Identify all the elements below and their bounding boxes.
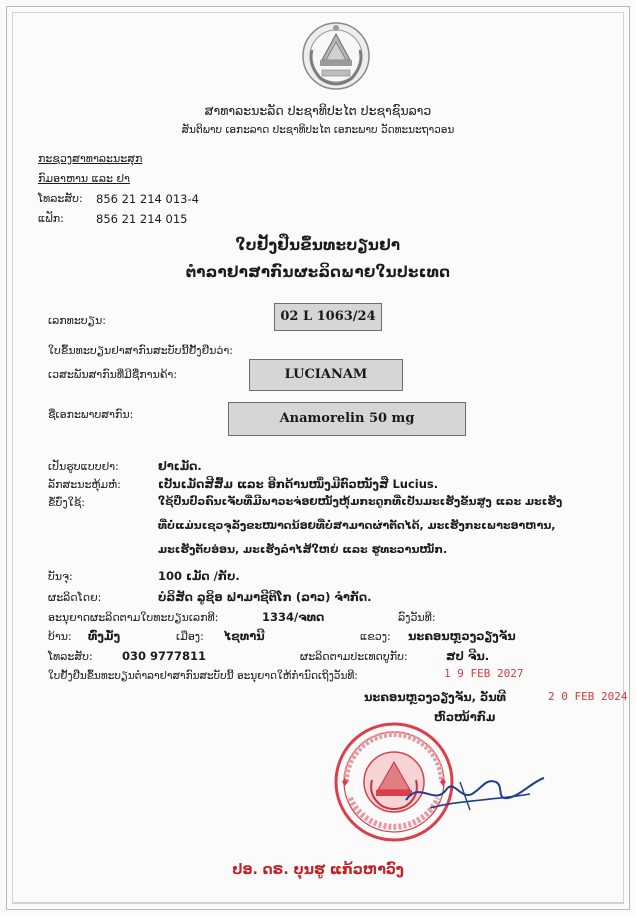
signer-title: ຫົວໜ້າກົມ [434, 710, 496, 724]
signature-icon [400, 760, 550, 820]
bottom-rule [12, 902, 624, 903]
license-date-label: ລົງວັນທີ: [398, 611, 436, 624]
pack-value: 100 ເມັດ /ກັບ. [158, 569, 240, 583]
indication-line-1: ໃຊ້ປິ່ນປົວຄົນເຈັບທີ່ມີພາວະຈ່ອຍໜັງຫຸ້ມກະດູກທີ່ເປັນມະເຮັງຂັ້ນສູງ ແລະ ມະເຮັງ [158, 495, 563, 508]
motto-header: ສັນຕິພາບ ເອກະລາດ ປະຊາທິປະໄຕ ເອກະພາບ ວັດທະນະຖາວອນ [181, 124, 455, 136]
signer-name: ປອ. ດຣ. ບຸນຮູ ແກ້ວຫາວົງ [232, 862, 404, 878]
fax-number: 856 21 214 015 [96, 212, 188, 226]
district-label: ເມືອງ: [176, 630, 204, 643]
document-title: ໃບຢັ້ງຢືນຂຶ້ນທະບຽນຢາ [235, 236, 401, 254]
trade-name-label: ເວສະພັນສາກົນທີ່ມີຊື່ການຄ້າ: [48, 368, 178, 381]
expiry-date-stamp: 1 9 FEB 2027 [444, 667, 524, 680]
national-emblem-icon [298, 20, 374, 92]
origin-value: ສປ ຈີນ. [446, 649, 490, 663]
province-value: ນະຄອນຫຼວງວຽງຈັນ [408, 629, 516, 643]
phone-label: ໂທລະສັບ: [38, 192, 83, 205]
generic-name-label: ຊື່ເອກະພາບສາກົນ: [48, 408, 134, 421]
issue-date-stamp: 2 0 FEB 2024 [548, 690, 628, 703]
packing-value: ເປັນເມັດສີສົ້ມ ແລະ ອີກດ້ານໜຶ່ງມີຕົວໜັງສື Lucius. [158, 477, 439, 491]
pack-label: ບັນຈຸ: [48, 570, 73, 583]
department-name: ກົມອາຫານ ແລະ ຢາ [38, 172, 130, 185]
tel-label: ໂທລະສັບ: [48, 650, 93, 663]
village-label: ບ້ານ: [48, 630, 72, 643]
form-value: ຢາເມັດ. [158, 459, 202, 473]
generic-name-box: Anamorelin 50 mg [228, 402, 466, 436]
license-label: ອະນຸຍາດຜະລິດຕາມໃບທະບຽນເລກທີ: [48, 611, 219, 624]
origin-label: ຜະລິດຕາມປະເທດບູກັບ: [300, 650, 408, 663]
manufacturer-label: ຜະລິດໂດຍ: [48, 591, 102, 604]
province-label: ແຂວງ: [360, 630, 391, 643]
validity-text: ໃບຢັ້ງຢືນຂຶ້ນທະບຽນຕຳລາຢາສາກົນສະບັບນີ້ ອະນຸຍາດໃຫ້ກຳນົດເຖິງວັນທີ: [48, 670, 358, 682]
phone-number: 856 21 214 013-4 [96, 192, 199, 206]
registration-number-box: 02 L 1063/24 [274, 303, 382, 331]
form-label: ເປັນຮູບແບບຢາ: [48, 460, 119, 473]
indication-line-2: ທີ່ບໍ່ແມ່ນເຊວຈຸລັງຂະໜາດນ້ອຍທີ່ບໍ່ສາມາດຜ່າຕັດໄດ້, ມະເຮັງກະເພາະອາຫານ, [158, 519, 556, 532]
certify-text: ໃບຂຶ້ນທະບຽນຢາສາກົນສະບັບນີ້ຢັ້ງຢືນວ່າ: [48, 344, 233, 357]
district-value: ໄຊທານີ [224, 629, 265, 643]
manufacturer-value: ບໍລິສັດ ລູຊິອ ຟາມາຊີຕິໂກ (ລາວ) ຈຳກັດ. [158, 590, 372, 604]
trade-name-box: LUCIANAM [249, 359, 403, 391]
packing-label: ລັກສະນະຫຸ້ມຫໍ່: [48, 478, 121, 491]
fax-label: ແຟັກ: [38, 212, 64, 225]
republic-header: ສາທາລະນະລັດ ປະຊາທິປະໄຕ ປະຊາຊົນລາວ [204, 103, 432, 118]
indication-label: ຂໍ້ບົ່ງໃຊ້: [48, 496, 85, 509]
ministry-name: ກະຊວງສາທາລະນະສຸກ [38, 152, 143, 165]
village-value: ທົ່ງມັ່ງ [88, 629, 121, 643]
registration-number-label: ເລກທະບຽນ: [48, 314, 106, 327]
tel-value: 030 9777811 [122, 649, 207, 663]
issue-place: ນະຄອນຫຼວງວຽງຈັນ, ວັນທີ [364, 690, 507, 704]
indication-line-3: ມະເຮັງຕັບອ່ອນ, ມະເຮັງລຳໄສ້ໃຫຍ່ ແລະ ຮູທະວານໜັກ. [158, 543, 448, 556]
document-subtitle: ຕຳລາຢາສາກົນຜະລິດພາຍໃນປະເທດ [185, 263, 451, 281]
license-number: 1334/ຈທດ [262, 610, 325, 624]
